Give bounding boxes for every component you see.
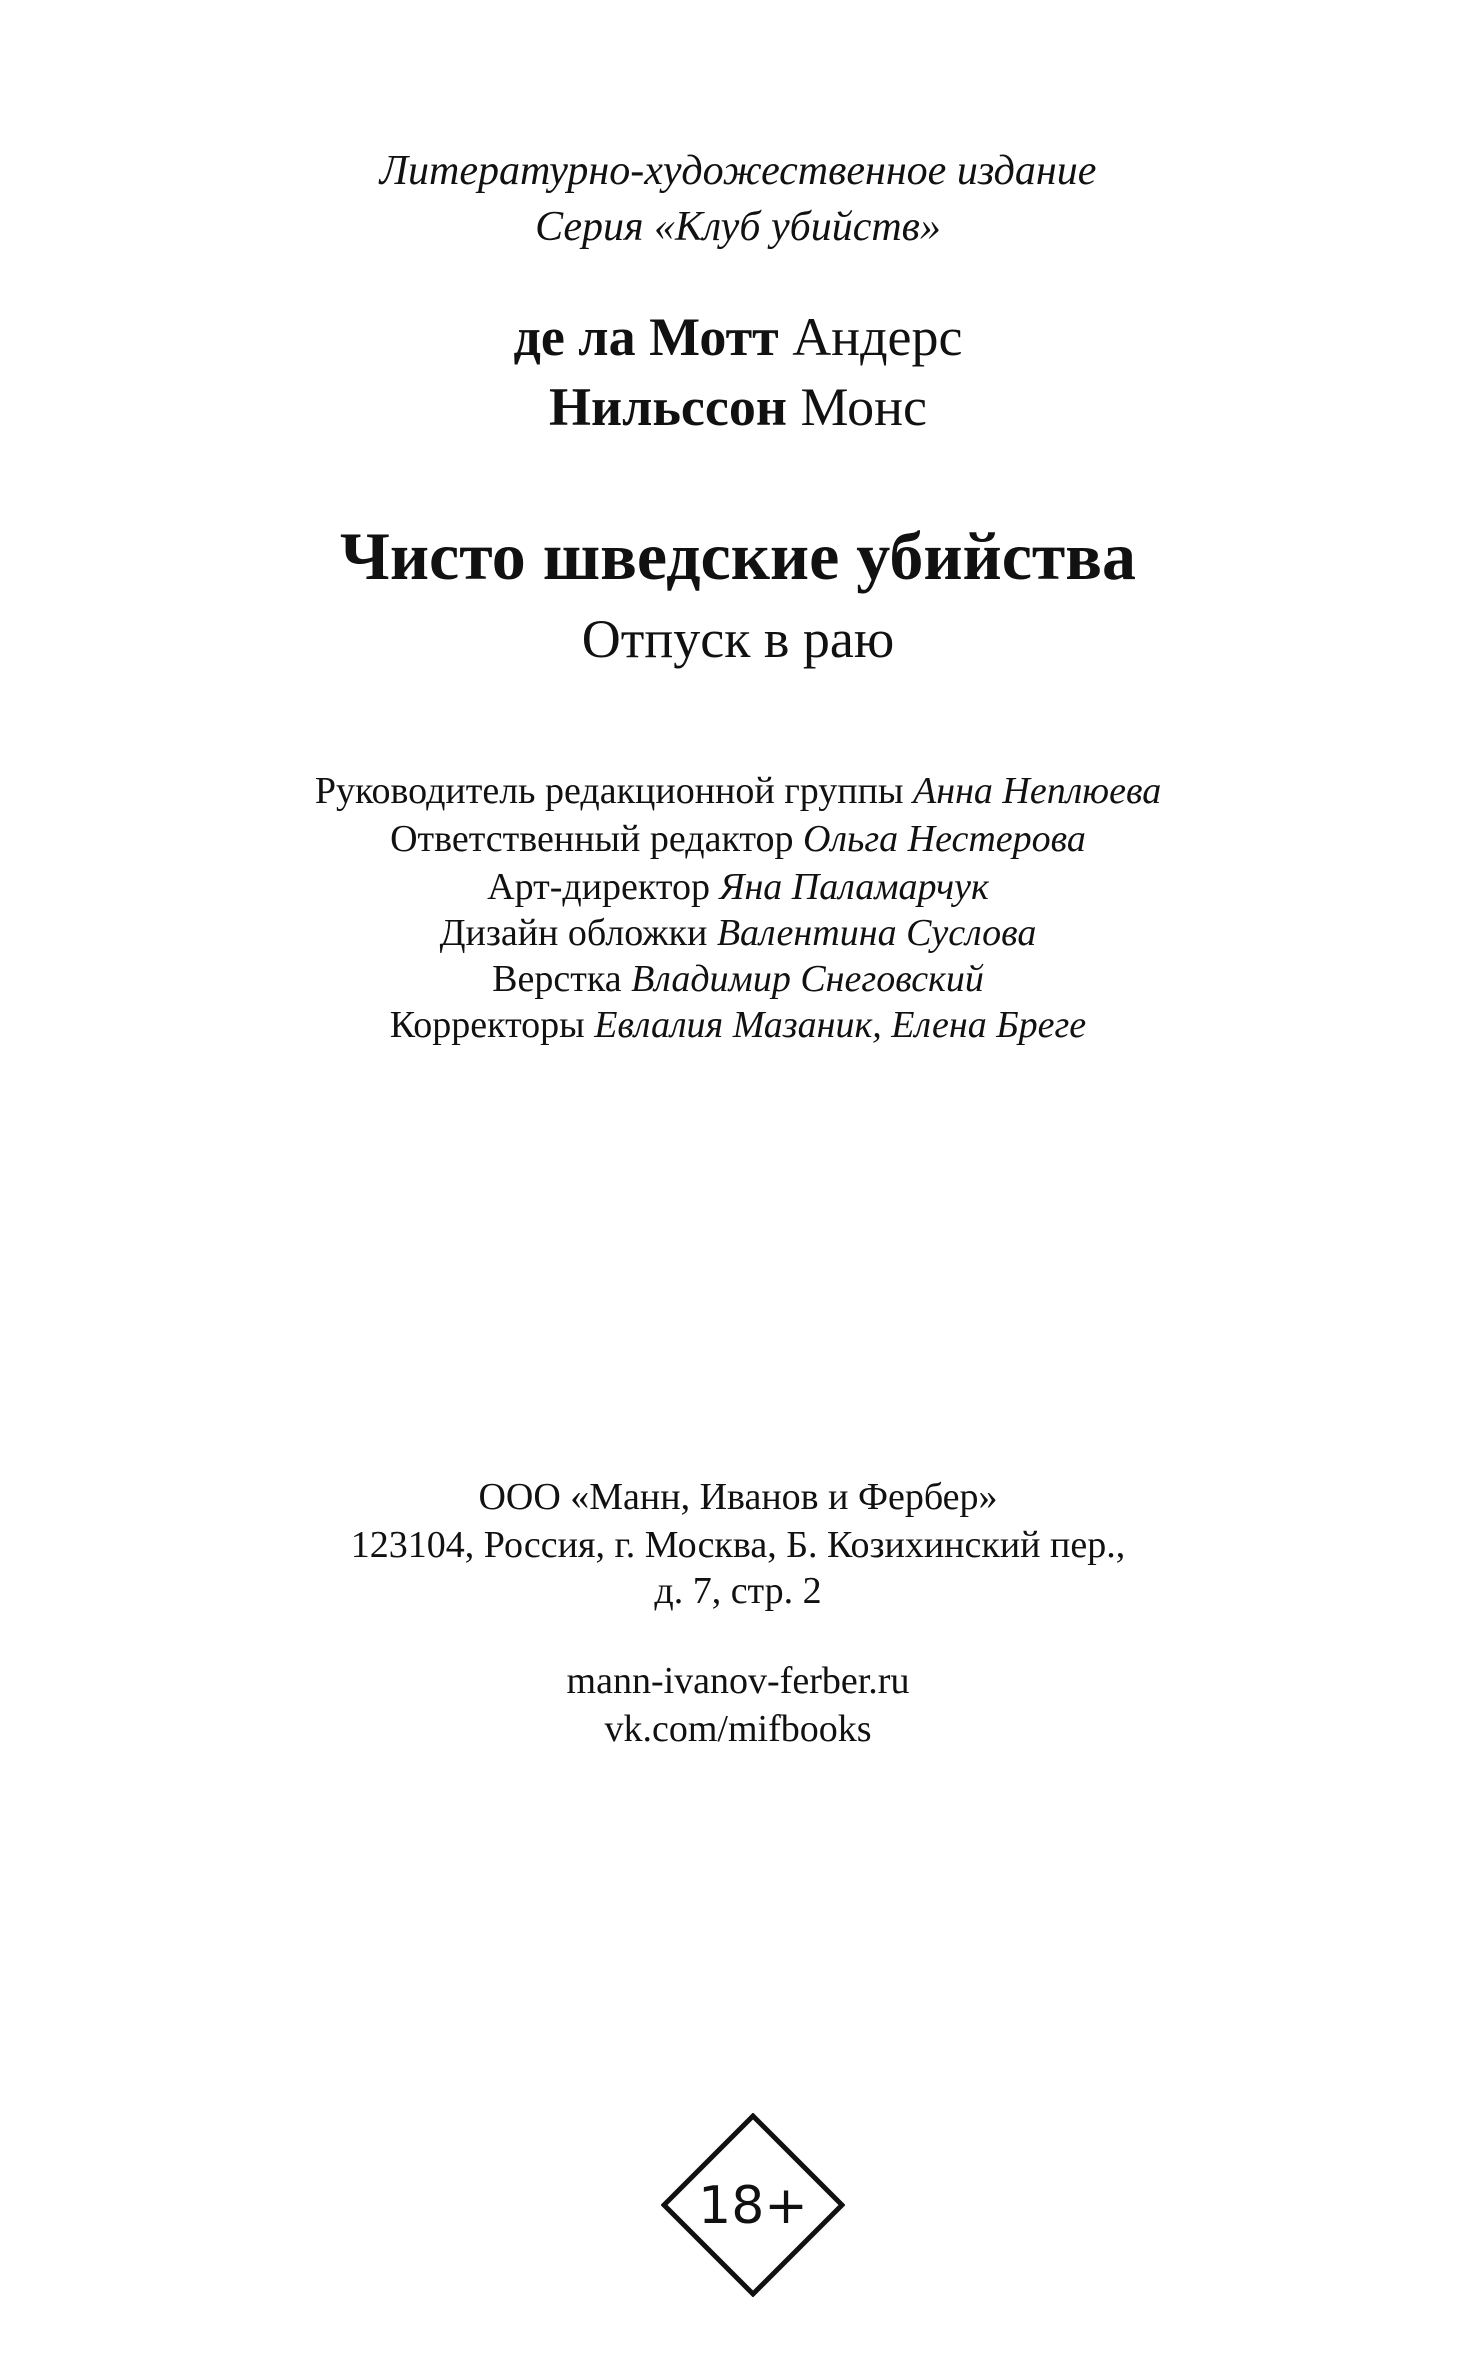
credit-role: Верстка [492,958,622,1000]
age-rating-label: 18+ [698,2176,808,2236]
credit-line [0,820,1476,858]
author-1-surname: де ла Мотт [513,307,779,367]
author-2-surname: Нильссон [548,377,787,437]
credit-person: Евлалия Мазаник, Елена Бреге [594,1004,1087,1046]
credit-person: Ольга Нестерова [803,818,1086,860]
publisher-address-line-2: д. 7, стр. 2 [654,1570,822,1612]
series-name: Серия «Клуб убийств» [535,204,941,250]
publisher-name: ООО «Манн, Иванов и Фербер» [478,1476,998,1518]
book-title: Чисто шведские убийства [339,518,1137,594]
credit-role: Арт-директор [487,866,710,908]
author-2 [0,377,1476,437]
author-1-given-name: Андерс [792,307,963,367]
credit-person: Владимир Снеговский [631,958,984,1000]
credit-role: Ответственный редактор [390,818,794,860]
credit-role: Дизайн обложки [439,912,708,954]
edition-type: Литературно-художественное издание [379,148,1097,194]
publisher-website: mann-ivanov-ferber.ru [566,1660,910,1702]
credit-person: Анна Неплюева [913,770,1162,812]
credit-role: Корректоры [389,1004,585,1046]
author-1 [0,307,1476,367]
book-subtitle: Отпуск в раю [581,609,895,669]
publisher-address-line-1: 123104, Россия, г. Москва, Б. Козихинский пер., [350,1524,1126,1566]
credit-line [0,1006,1476,1044]
credit-person: Валентина Суслова [716,912,1037,954]
publisher-social: vk.com/mifbooks [604,1708,872,1750]
credit-line [0,914,1476,952]
credit-line [0,960,1476,998]
credit-line [0,868,1476,906]
author-2-given-name: Монс [800,377,928,437]
credit-person: Яна Паламарчук [719,866,989,908]
diamond-age-rating-icon [661,2113,845,2297]
credit-role: Руководитель редакционной группы [314,770,904,812]
credit-line [0,772,1476,810]
